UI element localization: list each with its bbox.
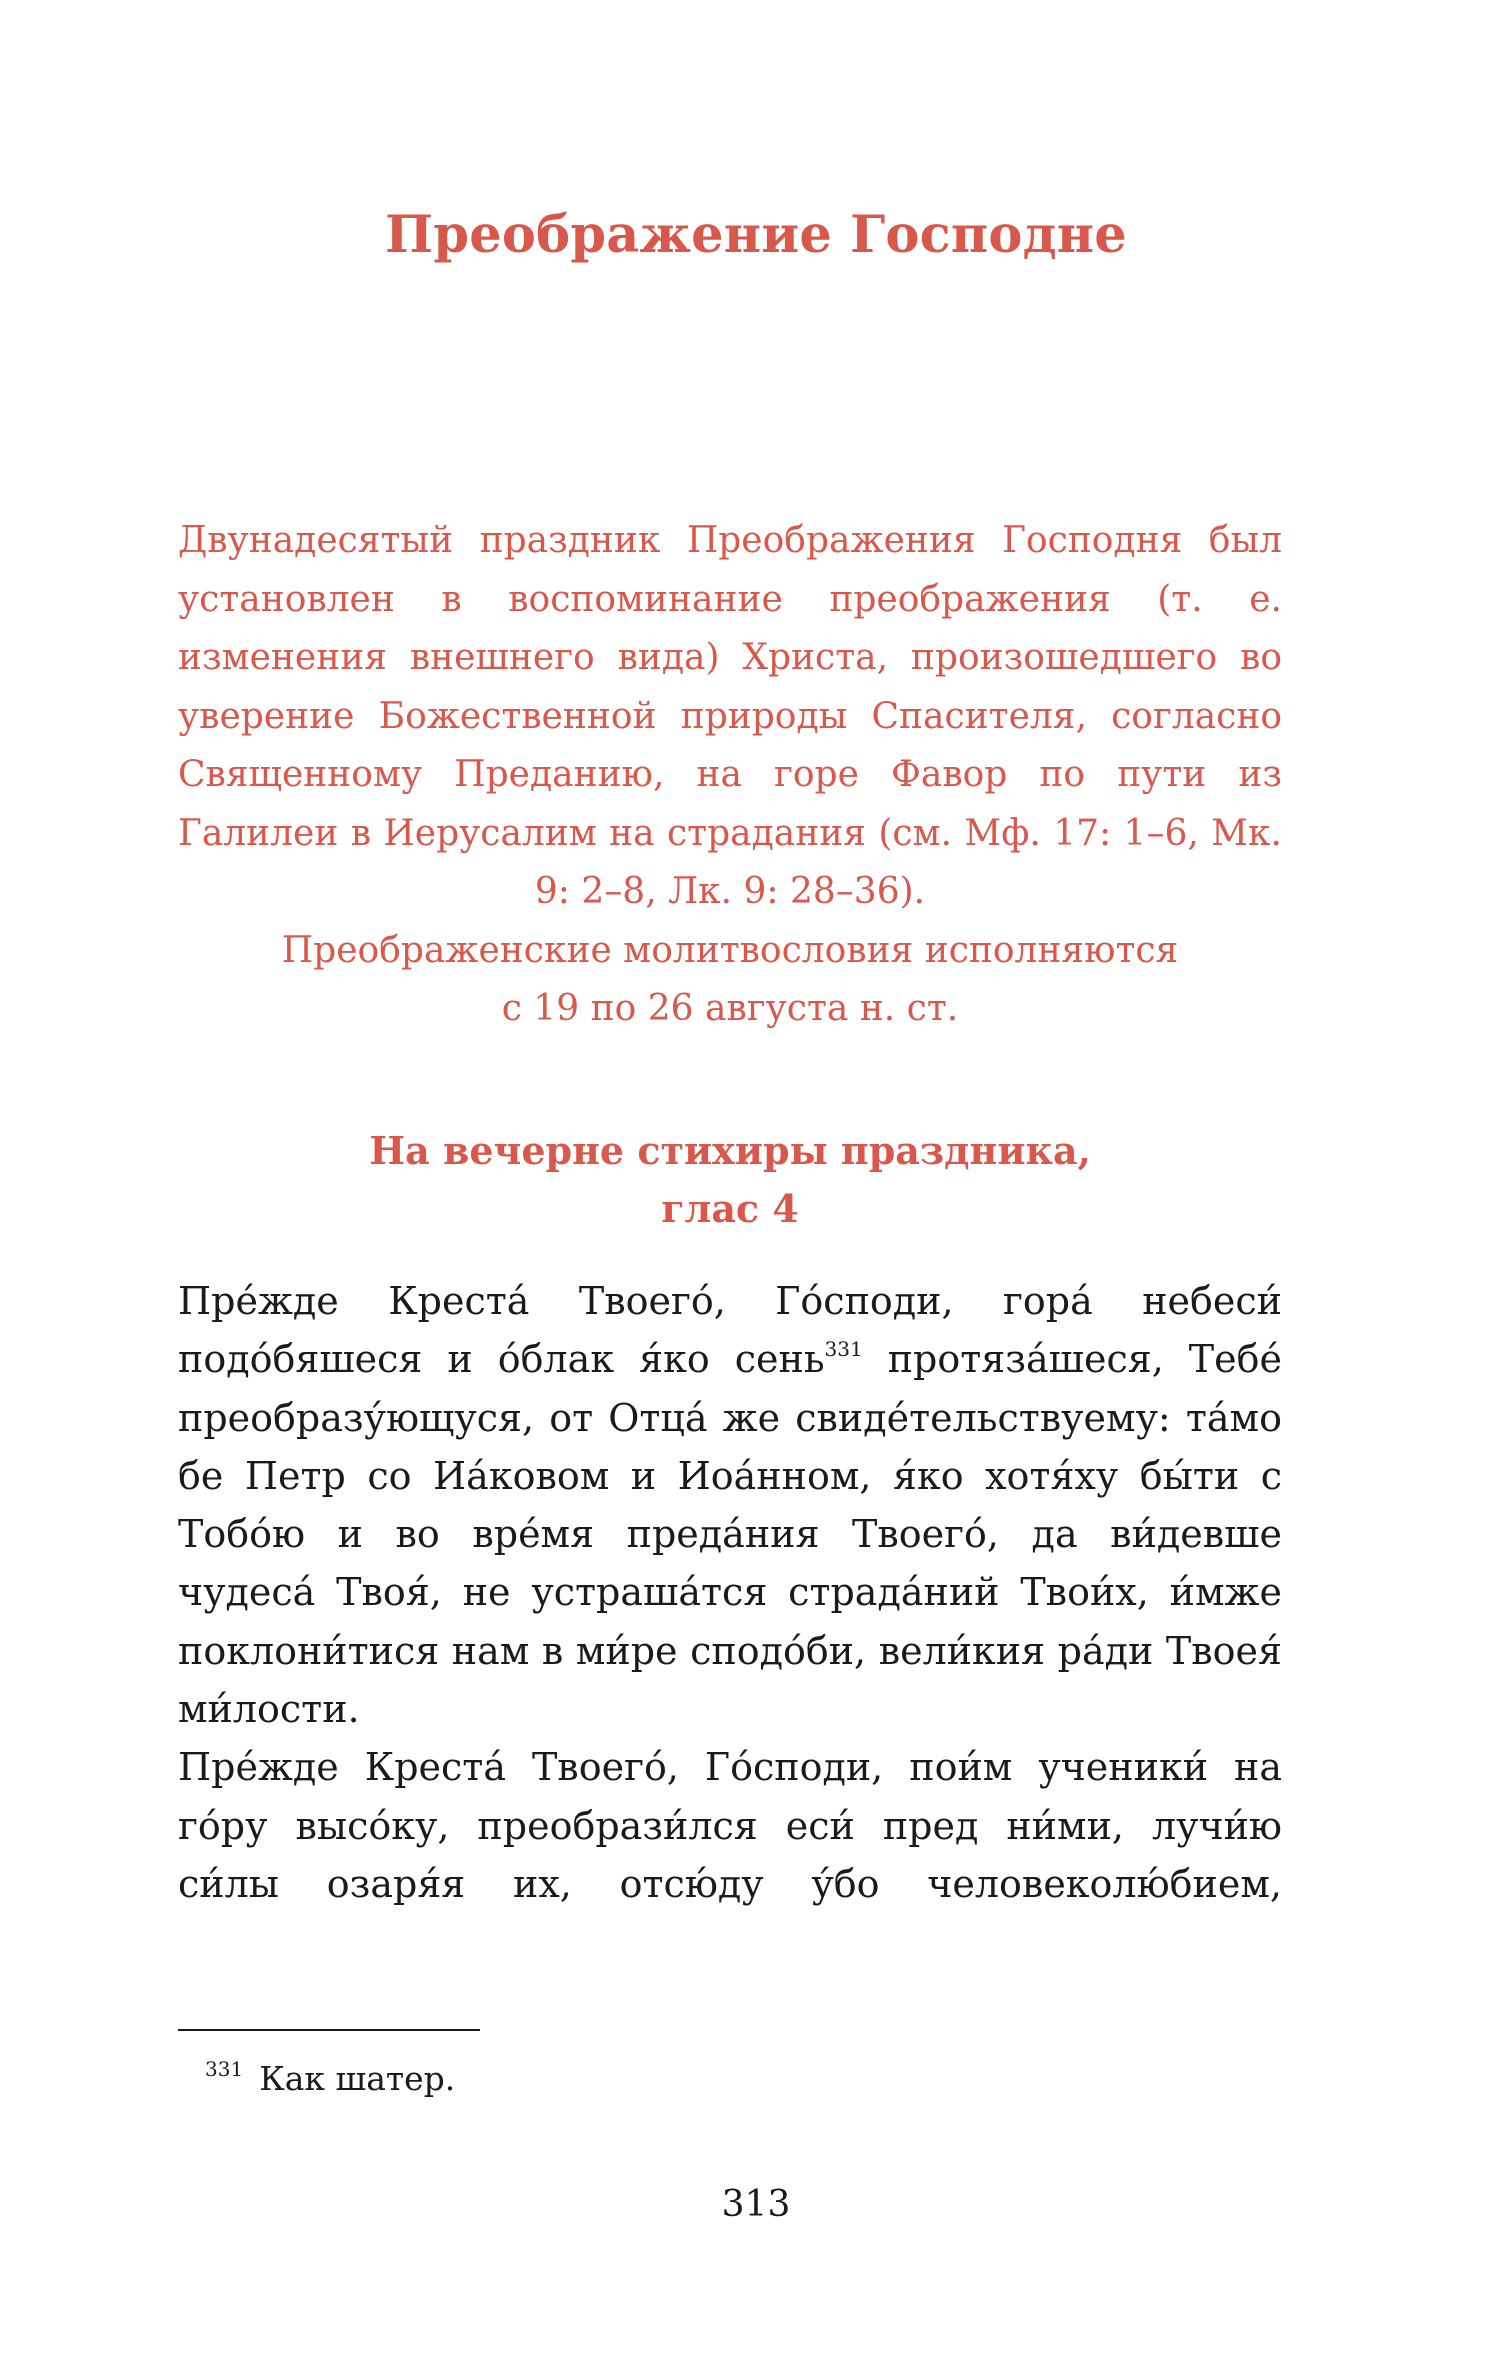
- footnote-number: 331: [205, 2057, 244, 2081]
- section-heading: [178, 1122, 1282, 1238]
- intro-schedule-line-1: Преображенские молитвословия исполняются: [281, 929, 1179, 971]
- footnote-divider: [178, 2029, 480, 2031]
- sticheron-2: Пре́жде Креста́ Твоего́, Го́споди, пои́м ученики́ на го́ру высо́ку, преобрази́лся еси́ пред ни́ми, лучи́ю си́лы озаря́я их, отсю́ду у́бо человеколю́бием,: [178, 1745, 1282, 1906]
- footnote-text: Как шатер.: [259, 2059, 456, 2098]
- chapter-title: Преображение Господне: [385, 205, 1127, 265]
- page-number: 313: [721, 2184, 791, 2225]
- intro-schedule-line-2: с 19 по 26 августа н. ст.: [501, 988, 959, 1029]
- intro-rubric: [178, 512, 1282, 1039]
- sticheron-1-rest: протяза́шеся, Тебе́ преобразу́ющуся, от Отца́ же свиде́тельствуему: та́мо бе Петр со Иа́ковом и Иоа́нном, я́ко хотя́ху бы́ти с Тобо́ю и во вре́мя преда́ния Твоего́, да ви́девше чудеса́ Твоя́, не устраша́тся страда́ний Твои́х, и́мже поклони́тися нам в ми́ре сподо́би, вели́кия ра́ди Твоея́ ми́лости.: [178, 1337, 1283, 1732]
- sticheron-1: [178, 1272, 1282, 1738]
- sticheron-1-start: Пре́жде Креста́ Твоего́, Го́споди, гора́ небеси́ подо́бяшеся и о́блак я́ко сень: [178, 1279, 1282, 1382]
- section-heading-line-1: На вечерне стихиры праздника,: [369, 1128, 1091, 1173]
- intro-paragraph: Двунадесятый праздник Преображения Господня был установлен в воспоминание преображения (т. е. изменения внешнего вида) Христа, произошедшего во уверение Божественной природы Спасителя, согласно Священному Преданию, на горе Фавор по пути из Галилеи в Иерусалим на страдания (см. Мф. 17: 1–6, Мк. 9: 2–8, Лк. 9: 28–36).: [178, 520, 1282, 912]
- footnote-reference[interactable]: 331: [824, 1337, 863, 1362]
- footnote: [205, 2045, 455, 2103]
- section-heading-line-2: глас 4: [661, 1186, 799, 1231]
- stichera-text: [178, 1272, 1282, 1913]
